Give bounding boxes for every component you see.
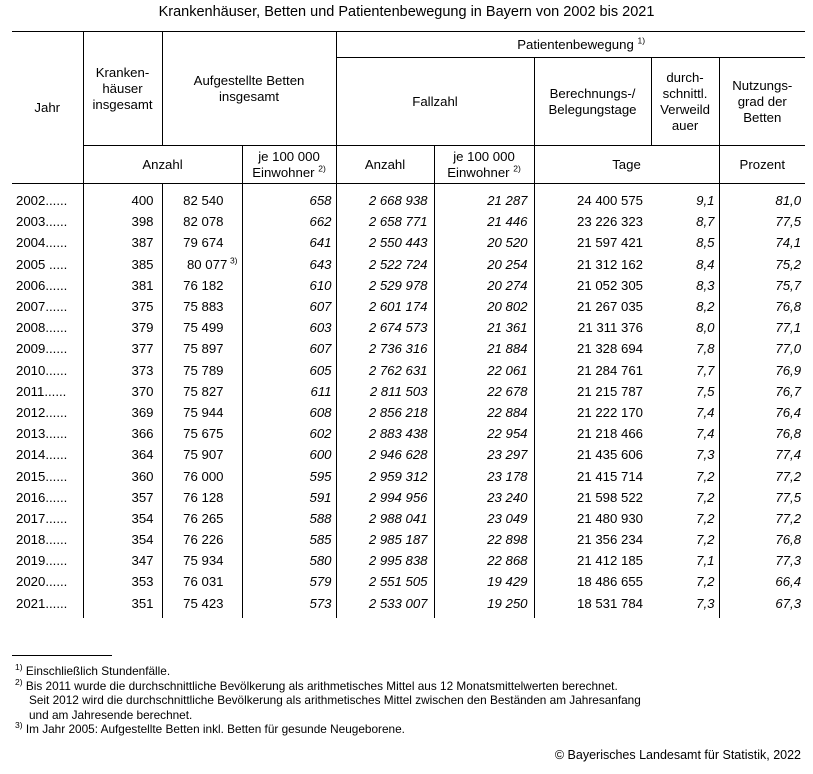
cell-fallzahl-je100000: 21 361 bbox=[434, 317, 534, 338]
cell-jahr: 2011...... bbox=[16, 383, 67, 399]
cell-betten-je100000: 580 bbox=[242, 550, 336, 571]
table-row bbox=[12, 338, 805, 359]
cell-betten-je100000: 605 bbox=[242, 360, 336, 381]
cell-fallzahl: 2 995 838 bbox=[336, 550, 434, 571]
footnote-text: Einschließlich Stundenfälle. bbox=[25, 664, 171, 678]
cell-krankenhaeuser: 400 bbox=[83, 184, 162, 212]
footnote-mark-3: 3) bbox=[229, 255, 238, 266]
cell-betten-je100000: 603 bbox=[242, 317, 336, 338]
table-row bbox=[12, 296, 805, 317]
footnote-text: Seit 2012 wird die durchschnittliche Bevölkerung als arithmetisches Mittel zwischen den Beständen am Jahresanfang bbox=[29, 693, 641, 707]
cell-betten-je100000: 595 bbox=[242, 465, 336, 486]
cell-betten bbox=[162, 593, 242, 618]
table-row bbox=[12, 508, 805, 529]
cell-fallzahl: 2 674 573 bbox=[336, 317, 434, 338]
cell-nutzungsgrad: 76,8 bbox=[719, 423, 805, 444]
footnote-line bbox=[15, 664, 641, 679]
cell-tage: 21 222 170 bbox=[534, 402, 651, 423]
table-row bbox=[12, 571, 805, 592]
cell-betten bbox=[162, 465, 242, 486]
table-row bbox=[12, 593, 805, 618]
cell-betten-je100000: 611 bbox=[242, 381, 336, 402]
table-row bbox=[12, 529, 805, 550]
cell-betten-value: 75 789 bbox=[183, 362, 224, 378]
cell-verweildauer: 8,5 bbox=[696, 235, 715, 251]
footnote-line bbox=[15, 722, 641, 737]
table-row bbox=[12, 487, 805, 508]
footnote-mark-2a: 2) bbox=[318, 163, 326, 174]
cell-jahr: 2003...... bbox=[16, 214, 68, 230]
cell-fallzahl-je100000: 23 049 bbox=[434, 508, 534, 529]
cell-fallzahl: 2 601 174 bbox=[336, 296, 434, 317]
cell-betten-je100000: 585 bbox=[242, 529, 336, 550]
cell-betten-value: 76 128 bbox=[183, 489, 224, 505]
cell-betten-je100000: 602 bbox=[242, 423, 336, 444]
copyright: © Bayerisches Landesamt für Statistik, 2022 bbox=[554, 748, 801, 762]
cell-betten-je100000: 643 bbox=[242, 254, 336, 275]
header-je100000-betten bbox=[242, 146, 336, 184]
table-row bbox=[12, 317, 805, 338]
cell-fallzahl-je100000: 21 884 bbox=[434, 338, 534, 359]
cell-verweildauer: 7,3 bbox=[696, 595, 715, 611]
cell-tage: 18 531 784 bbox=[534, 593, 651, 618]
cell-betten-value: 75 907 bbox=[183, 447, 224, 463]
cell-jahr: 2008...... bbox=[16, 320, 68, 336]
cell-verweildauer: 8,2 bbox=[696, 299, 715, 315]
cell-betten bbox=[162, 487, 242, 508]
cell-tage: 21 598 522 bbox=[534, 487, 651, 508]
cell-nutzungsgrad: 76,7 bbox=[719, 381, 805, 402]
cell-fallzahl: 2 668 938 bbox=[336, 184, 434, 212]
footnote-mark: 2) bbox=[15, 676, 23, 687]
cell-fallzahl-je100000: 22 061 bbox=[434, 360, 534, 381]
cell-krankenhaeuser: 377 bbox=[83, 338, 162, 359]
table-row bbox=[12, 381, 805, 402]
footnote-mark: 1) bbox=[15, 662, 23, 673]
table-row bbox=[12, 423, 805, 444]
cell-jahr: 2020...... bbox=[16, 574, 68, 590]
cell-tage: 21 480 930 bbox=[534, 508, 651, 529]
cell-verweildauer: 7,8 bbox=[696, 341, 715, 357]
footnote-mark-2b: 2) bbox=[513, 163, 521, 174]
footnote-text: Im Jahr 2005: Aufgestellte Betten inkl. Betten für gesunde Neugeborene. bbox=[25, 722, 405, 736]
footnote-mark-1: 1) bbox=[637, 35, 646, 46]
cell-nutzungsgrad: 76,4 bbox=[719, 402, 805, 423]
cell-fallzahl-je100000: 19 429 bbox=[434, 571, 534, 592]
cell-fallzahl: 2 529 978 bbox=[336, 275, 434, 296]
cell-krankenhaeuser: 398 bbox=[83, 211, 162, 232]
cell-nutzungsgrad: 75,2 bbox=[719, 254, 805, 275]
table-row bbox=[12, 465, 805, 486]
cell-jahr: 2018...... bbox=[16, 532, 68, 548]
cell-verweildauer: 7,2 bbox=[696, 489, 715, 505]
cell-betten bbox=[162, 275, 242, 296]
cell-betten-value: 76 031 bbox=[183, 574, 224, 590]
cell-fallzahl: 2 762 631 bbox=[336, 360, 434, 381]
footnote-text: Bis 2011 wurde die durchschnittliche Bevölkerung als arithmetisches Mittel aus 12 Monatsmittelwerten berechnet. bbox=[25, 678, 618, 693]
header-fallzahl: Fallzahl bbox=[336, 58, 534, 146]
cell-fallzahl: 2 883 438 bbox=[336, 423, 434, 444]
cell-tage: 21 284 761 bbox=[534, 360, 651, 381]
cell-betten-je100000: 579 bbox=[242, 571, 336, 592]
cell-betten bbox=[162, 402, 242, 423]
header-krankenhaeuser bbox=[83, 32, 162, 146]
cell-betten bbox=[162, 529, 242, 550]
cell-nutzungsgrad: 77,5 bbox=[719, 211, 805, 232]
cell-fallzahl-je100000: 20 520 bbox=[434, 232, 534, 253]
cell-verweildauer: 7,1 bbox=[696, 553, 715, 569]
header-krankenhaeuser-label: Kranken- häuser insgesamt bbox=[92, 64, 153, 112]
cell-tage: 24 400 575 bbox=[534, 184, 651, 212]
cell-betten bbox=[162, 232, 242, 253]
cell-betten-value: 75 499 bbox=[183, 320, 224, 336]
cell-nutzungsgrad: 74,1 bbox=[719, 232, 805, 253]
cell-verweildauer: 7,4 bbox=[696, 404, 715, 420]
cell-betten bbox=[162, 254, 242, 275]
cell-fallzahl: 2 856 218 bbox=[336, 402, 434, 423]
cell-krankenhaeuser: 354 bbox=[83, 529, 162, 550]
header-tage: Tage bbox=[534, 146, 719, 184]
cell-betten-je100000: 591 bbox=[242, 487, 336, 508]
cell-verweildauer: 7,4 bbox=[696, 426, 715, 442]
table-row bbox=[12, 232, 805, 253]
cell-betten-value: 82 540 bbox=[183, 193, 224, 209]
cell-betten-value: 75 827 bbox=[183, 383, 224, 399]
cell-nutzungsgrad: 76,9 bbox=[719, 360, 805, 381]
cell-betten-je100000: 662 bbox=[242, 211, 336, 232]
cell-fallzahl: 2 946 628 bbox=[336, 444, 434, 465]
table-body bbox=[12, 184, 805, 618]
header-nutzungsgrad: Nutzungs- grad der Betten bbox=[719, 58, 805, 146]
cell-betten-value: 75 934 bbox=[183, 553, 224, 569]
cell-nutzungsgrad: 77,3 bbox=[719, 550, 805, 571]
cell-fallzahl: 2 658 771 bbox=[336, 211, 434, 232]
cell-tage: 21 311 376 bbox=[534, 317, 651, 338]
cell-krankenhaeuser: 387 bbox=[83, 232, 162, 253]
cell-nutzungsgrad: 75,7 bbox=[719, 275, 805, 296]
footnote-line bbox=[15, 676, 641, 694]
cell-nutzungsgrad: 77,5 bbox=[719, 487, 805, 508]
cell-nutzungsgrad: 77,2 bbox=[719, 465, 805, 486]
cell-betten-value: 75 883 bbox=[183, 299, 224, 315]
cell-fallzahl: 2 985 187 bbox=[336, 529, 434, 550]
cell-jahr: 2017...... bbox=[16, 510, 68, 526]
cell-fallzahl-je100000: 21 287 bbox=[434, 184, 534, 212]
cell-betten bbox=[162, 296, 242, 317]
cell-jahr: 2014...... bbox=[16, 447, 68, 463]
cell-tage: 21 218 466 bbox=[534, 423, 651, 444]
cell-tage: 21 267 035 bbox=[534, 296, 651, 317]
cell-jahr: 2019...... bbox=[16, 553, 68, 569]
cell-betten-je100000: 600 bbox=[242, 444, 336, 465]
cell-betten bbox=[162, 360, 242, 381]
header-prozent: Prozent bbox=[719, 146, 805, 184]
cell-betten-value: 76 265 bbox=[183, 510, 224, 526]
table-row bbox=[12, 444, 805, 465]
cell-jahr: 2002...... bbox=[16, 193, 68, 209]
cell-fallzahl-je100000: 22 898 bbox=[434, 529, 534, 550]
cell-tage: 21 597 421 bbox=[534, 232, 651, 253]
cell-tage: 18 486 655 bbox=[534, 571, 651, 592]
cell-fallzahl: 2 994 956 bbox=[336, 487, 434, 508]
header-betten-label: Aufgestellte Betten insgesamt bbox=[193, 72, 305, 104]
cell-fallzahl-je100000: 19 250 bbox=[434, 593, 534, 618]
cell-krankenhaeuser: 347 bbox=[83, 550, 162, 571]
cell-verweildauer: 7,2 bbox=[696, 532, 715, 548]
cell-betten-value: 75 897 bbox=[183, 341, 224, 357]
footnote-separator bbox=[12, 655, 112, 656]
cell-fallzahl-je100000: 23 240 bbox=[434, 487, 534, 508]
cell-krankenhaeuser: 369 bbox=[83, 402, 162, 423]
cell-betten bbox=[162, 317, 242, 338]
cell-krankenhaeuser: 373 bbox=[83, 360, 162, 381]
cell-betten-je100000: 641 bbox=[242, 232, 336, 253]
cell-betten-je100000: 573 bbox=[242, 593, 336, 618]
cell-jahr: 2021...... bbox=[16, 595, 68, 611]
cell-fallzahl-je100000: 21 446 bbox=[434, 211, 534, 232]
table-row bbox=[12, 360, 805, 381]
cell-fallzahl: 2 811 503 bbox=[336, 381, 434, 402]
cell-tage: 21 328 694 bbox=[534, 338, 651, 359]
cell-verweildauer: 7,3 bbox=[696, 447, 715, 463]
cell-betten-je100000: 607 bbox=[242, 296, 336, 317]
header-je100000-fall-label: je 100 000 Einwohner bbox=[447, 148, 515, 180]
cell-fallzahl: 2 736 316 bbox=[336, 338, 434, 359]
cell-betten-value: 80 077 bbox=[186, 256, 228, 272]
cell-jahr: 2016...... bbox=[16, 489, 68, 505]
cell-betten bbox=[162, 444, 242, 465]
table-title: Krankenhäuser, Betten und Patientenbewegung in Bayern von 2002 bis 2021 bbox=[158, 4, 655, 20]
footnotes bbox=[15, 664, 641, 737]
cell-verweildauer: 8,0 bbox=[696, 320, 715, 336]
cell-betten-je100000: 588 bbox=[242, 508, 336, 529]
cell-jahr: 2013...... bbox=[16, 426, 68, 442]
cell-fallzahl-je100000: 22 868 bbox=[434, 550, 534, 571]
cell-fallzahl: 2 533 007 bbox=[336, 593, 434, 618]
cell-krankenhaeuser: 370 bbox=[83, 381, 162, 402]
cell-fallzahl-je100000: 20 274 bbox=[434, 275, 534, 296]
cell-fallzahl: 2 550 443 bbox=[336, 232, 434, 253]
cell-nutzungsgrad: 77,4 bbox=[719, 444, 805, 465]
cell-krankenhaeuser: 379 bbox=[83, 317, 162, 338]
cell-betten bbox=[162, 550, 242, 571]
cell-jahr: 2010...... bbox=[16, 362, 68, 378]
header-je100000-fall bbox=[434, 146, 534, 184]
cell-krankenhaeuser: 353 bbox=[83, 571, 162, 592]
cell-betten bbox=[162, 508, 242, 529]
cell-betten bbox=[162, 381, 242, 402]
cell-betten-je100000: 607 bbox=[242, 338, 336, 359]
cell-verweildauer: 7,2 bbox=[696, 574, 715, 590]
hospital-statistics-table bbox=[12, 31, 805, 618]
cell-betten bbox=[162, 338, 242, 359]
cell-nutzungsgrad: 76,8 bbox=[719, 529, 805, 550]
cell-verweildauer: 7,7 bbox=[696, 362, 715, 378]
cell-krankenhaeuser: 357 bbox=[83, 487, 162, 508]
cell-fallzahl-je100000: 22 884 bbox=[434, 402, 534, 423]
cell-jahr: 2015...... bbox=[16, 468, 68, 484]
cell-betten-je100000: 608 bbox=[242, 402, 336, 423]
cell-betten-value: 82 078 bbox=[183, 214, 224, 230]
cell-verweildauer: 8,7 bbox=[696, 214, 715, 230]
header-verweildauer: durch- schnittl. Verweild auer bbox=[651, 58, 719, 146]
cell-jahr: 2007...... bbox=[16, 299, 68, 315]
cell-krankenhaeuser: 366 bbox=[83, 423, 162, 444]
cell-betten-value: 76 226 bbox=[183, 532, 224, 548]
cell-nutzungsgrad: 67,3 bbox=[719, 593, 805, 618]
table-row bbox=[12, 211, 805, 232]
cell-jahr: 2005 ..... bbox=[16, 256, 68, 272]
cell-verweildauer: 7,2 bbox=[696, 468, 715, 484]
cell-verweildauer: 7,2 bbox=[696, 510, 715, 526]
cell-verweildauer: 7,5 bbox=[696, 383, 715, 399]
cell-fallzahl-je100000: 20 802 bbox=[434, 296, 534, 317]
cell-tage: 21 415 714 bbox=[534, 465, 651, 486]
cell-fallzahl-je100000: 20 254 bbox=[434, 254, 534, 275]
cell-betten bbox=[162, 211, 242, 232]
cell-verweildauer: 8,3 bbox=[696, 277, 715, 293]
table-row bbox=[12, 550, 805, 571]
cell-krankenhaeuser: 375 bbox=[83, 296, 162, 317]
cell-jahr: 2006...... bbox=[16, 277, 68, 293]
cell-fallzahl: 2 522 724 bbox=[336, 254, 434, 275]
header-patientenbewegung-label: Patientenbewegung bbox=[517, 36, 634, 52]
cell-betten-value: 75 675 bbox=[183, 426, 224, 442]
cell-nutzungsgrad: 77,1 bbox=[719, 317, 805, 338]
header-betten bbox=[162, 32, 336, 146]
cell-krankenhaeuser: 381 bbox=[83, 275, 162, 296]
cell-tage: 21 435 606 bbox=[534, 444, 651, 465]
cell-nutzungsgrad: 66,4 bbox=[719, 571, 805, 592]
cell-verweildauer: 9,1 bbox=[696, 193, 715, 209]
cell-fallzahl-je100000: 22 678 bbox=[434, 381, 534, 402]
header-jahr: Jahr bbox=[12, 32, 83, 184]
cell-fallzahl: 2 551 505 bbox=[336, 571, 434, 592]
table-row bbox=[12, 254, 805, 275]
footnote-line bbox=[15, 708, 641, 723]
header-anzahl-fall: Anzahl bbox=[336, 146, 434, 184]
cell-jahr: 2012...... bbox=[16, 404, 68, 420]
cell-betten bbox=[162, 571, 242, 592]
cell-fallzahl-je100000: 23 178 bbox=[434, 465, 534, 486]
footnote-mark: 3) bbox=[15, 720, 23, 731]
cell-krankenhaeuser: 360 bbox=[83, 465, 162, 486]
cell-krankenhaeuser: 354 bbox=[83, 508, 162, 529]
cell-tage: 21 052 305 bbox=[534, 275, 651, 296]
cell-tage: 21 312 162 bbox=[534, 254, 651, 275]
header-berechnungstage: Berechnungs-/ Belegungstage bbox=[534, 58, 651, 146]
table-row bbox=[12, 184, 805, 212]
cell-betten-value: 75 944 bbox=[183, 404, 224, 420]
table-row bbox=[12, 402, 805, 423]
cell-jahr: 2004...... bbox=[16, 235, 68, 251]
header-patientenbewegung bbox=[336, 32, 805, 58]
cell-verweildauer: 8,4 bbox=[696, 256, 715, 272]
cell-fallzahl: 2 988 041 bbox=[336, 508, 434, 529]
cell-betten-je100000: 610 bbox=[242, 275, 336, 296]
cell-tage: 21 215 787 bbox=[534, 381, 651, 402]
cell-betten bbox=[162, 423, 242, 444]
cell-nutzungsgrad: 77,0 bbox=[719, 338, 805, 359]
cell-tage: 21 412 185 bbox=[534, 550, 651, 571]
cell-tage: 21 356 234 bbox=[534, 529, 651, 550]
table-row bbox=[12, 275, 805, 296]
cell-jahr: 2009...... bbox=[16, 341, 68, 357]
cell-betten-value: 76 182 bbox=[183, 277, 224, 293]
cell-nutzungsgrad: 81,0 bbox=[719, 184, 805, 212]
header-anzahl-betten: Anzahl bbox=[83, 146, 242, 184]
footnote-line bbox=[15, 693, 641, 708]
cell-krankenhaeuser: 385 bbox=[83, 254, 162, 275]
cell-betten-value: 76 000 bbox=[183, 468, 224, 484]
cell-nutzungsgrad: 76,8 bbox=[719, 296, 805, 317]
cell-krankenhaeuser: 351 bbox=[83, 593, 162, 618]
cell-betten bbox=[162, 184, 242, 212]
cell-nutzungsgrad: 77,2 bbox=[719, 508, 805, 529]
cell-krankenhaeuser: 364 bbox=[83, 444, 162, 465]
cell-tage: 23 226 323 bbox=[534, 211, 651, 232]
cell-betten-value: 75 423 bbox=[183, 595, 224, 611]
header-je100000-betten-label: je 100 000 Einwohner bbox=[252, 148, 320, 180]
cell-fallzahl: 2 959 312 bbox=[336, 465, 434, 486]
cell-fallzahl-je100000: 23 297 bbox=[434, 444, 534, 465]
cell-fallzahl-je100000: 22 954 bbox=[434, 423, 534, 444]
cell-betten-je100000: 658 bbox=[242, 184, 336, 212]
cell-betten-value: 79 674 bbox=[183, 235, 224, 251]
footnote-text: und am Jahresende berechnet. bbox=[29, 707, 193, 722]
